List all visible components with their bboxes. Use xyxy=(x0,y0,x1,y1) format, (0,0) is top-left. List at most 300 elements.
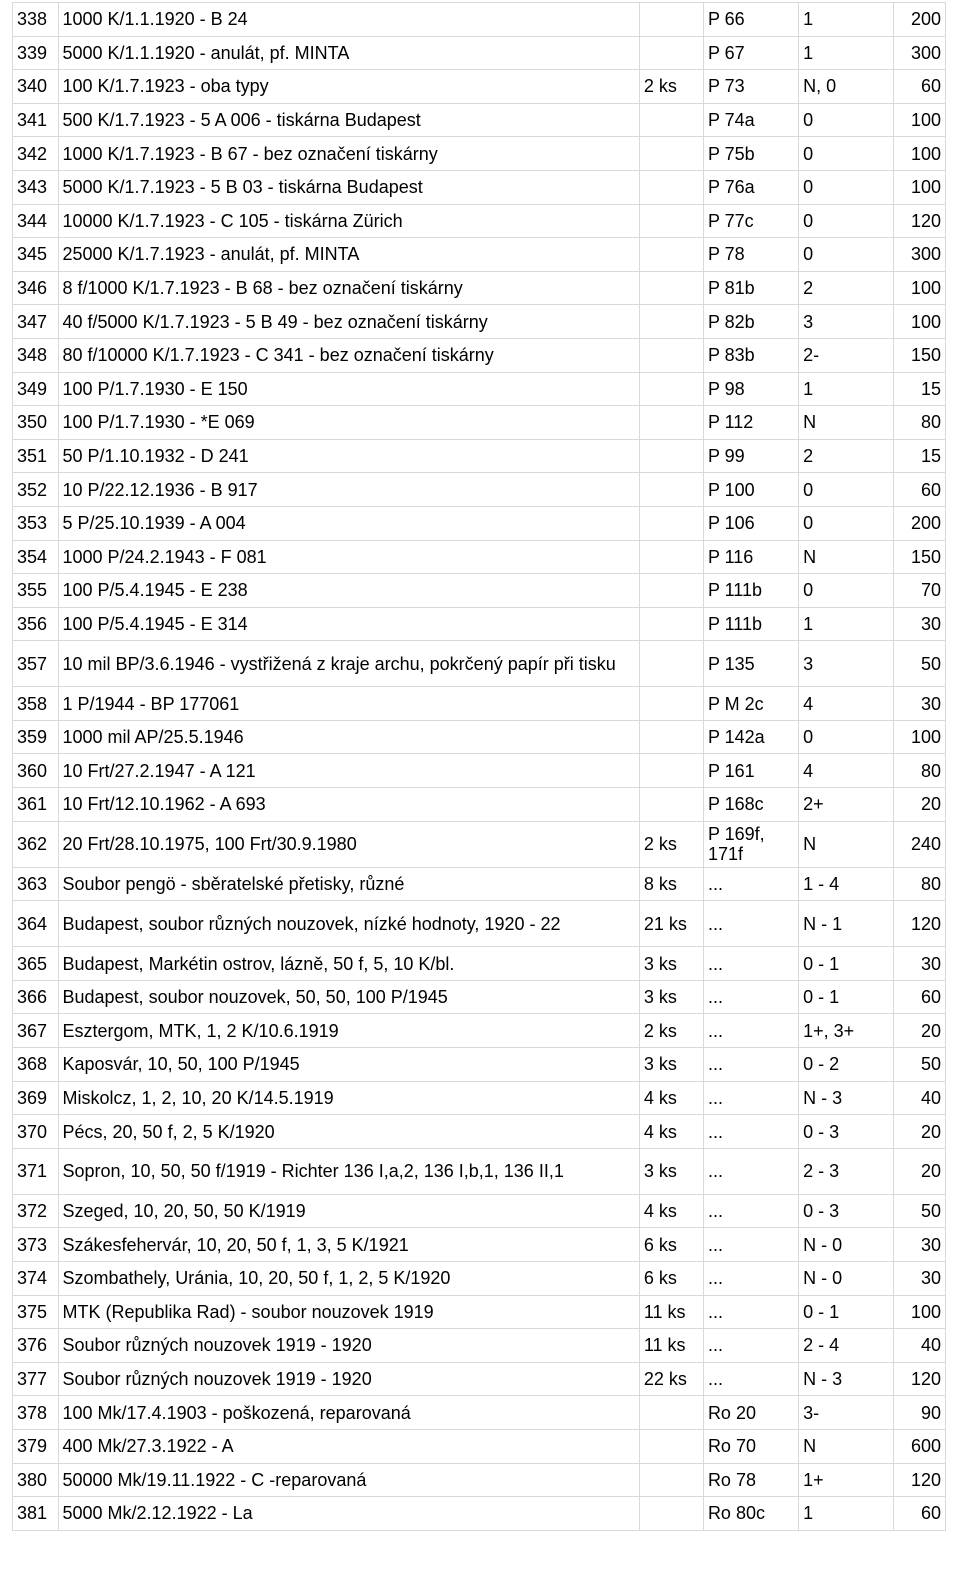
item-description: Budapest, soubor nouzovek, 50, 50, 100 P/1945 xyxy=(58,980,639,1014)
item-quantity: 21 ks xyxy=(639,901,703,947)
item-quantity xyxy=(639,754,703,788)
item-grade: 2 xyxy=(799,439,894,473)
item-grade: 0 - 3 xyxy=(799,1194,894,1228)
catalog-reference: ... xyxy=(703,1148,798,1194)
item-description: Pécs, 20, 50 f, 2, 5 K/1920 xyxy=(58,1115,639,1149)
item-price: 80 xyxy=(894,867,946,901)
item-description: 100 P/1.7.1930 - *E 069 xyxy=(58,406,639,440)
item-grade: 2 - 4 xyxy=(799,1329,894,1363)
catalog-reference: P 73 xyxy=(703,70,798,104)
item-description: Soubor pengö - sběratelské přetisky, různé xyxy=(58,867,639,901)
item-grade: 0 xyxy=(799,170,894,204)
item-price: 100 xyxy=(894,305,946,339)
catalog-reference: ... xyxy=(703,1115,798,1149)
catalog-reference: P 111b xyxy=(703,607,798,641)
item-price: 90 xyxy=(894,1396,946,1430)
item-description: 10 mil BP/3.6.1946 - vystřižená z kraje archu, pokrčený papír při tisku xyxy=(58,641,639,687)
item-description: 1000 mil AP/25.5.1946 xyxy=(58,720,639,754)
lot-number: 341 xyxy=(13,103,59,137)
table-row xyxy=(13,1497,946,1531)
item-quantity xyxy=(639,574,703,608)
item-grade: N - 3 xyxy=(799,1081,894,1115)
item-quantity: 8 ks xyxy=(639,867,703,901)
item-quantity: 2 ks xyxy=(639,1014,703,1048)
item-quantity xyxy=(639,271,703,305)
table-row xyxy=(13,1329,946,1363)
catalog-reference: P 161 xyxy=(703,754,798,788)
item-price: 240 xyxy=(894,821,946,867)
item-quantity: 3 ks xyxy=(639,1048,703,1082)
item-description: 100 K/1.7.1923 - oba typy xyxy=(58,70,639,104)
item-quantity: 11 ks xyxy=(639,1329,703,1363)
item-quantity: 22 ks xyxy=(639,1362,703,1396)
lot-number: 361 xyxy=(13,788,59,822)
lot-number: 380 xyxy=(13,1463,59,1497)
item-price: 120 xyxy=(894,204,946,238)
table-row xyxy=(13,641,946,687)
item-description: 50 P/1.10.1932 - D 241 xyxy=(58,439,639,473)
lot-number: 379 xyxy=(13,1429,59,1463)
lot-number: 344 xyxy=(13,204,59,238)
item-grade: 2 xyxy=(799,271,894,305)
item-description: Budapest, Markétin ostrov, lázně, 50 f, 5, 10 K/bl. xyxy=(58,947,639,981)
table-row xyxy=(13,439,946,473)
item-grade: 1 xyxy=(799,1497,894,1531)
item-price: 20 xyxy=(894,1115,946,1149)
table-row xyxy=(13,473,946,507)
catalog-reference: ... xyxy=(703,980,798,1014)
lot-number: 372 xyxy=(13,1194,59,1228)
item-quantity xyxy=(639,305,703,339)
item-quantity xyxy=(639,687,703,721)
table-row xyxy=(13,821,946,867)
item-description: 10 Frt/27.2.1947 - A 121 xyxy=(58,754,639,788)
table-row xyxy=(13,338,946,372)
item-price: 80 xyxy=(894,406,946,440)
table-row xyxy=(13,3,946,37)
table-row xyxy=(13,1463,946,1497)
item-description: 10 P/22.12.1936 - B 917 xyxy=(58,473,639,507)
item-grade: N xyxy=(799,1429,894,1463)
catalog-table xyxy=(12,2,946,1531)
item-description: 10000 K/1.7.1923 - C 105 - tiskárna Zürich xyxy=(58,204,639,238)
item-price: 60 xyxy=(894,70,946,104)
lot-number: 347 xyxy=(13,305,59,339)
item-grade: 1 xyxy=(799,3,894,37)
catalog-reference: ... xyxy=(703,1295,798,1329)
item-grade: 3 xyxy=(799,641,894,687)
item-quantity xyxy=(639,103,703,137)
table-row xyxy=(13,540,946,574)
item-quantity xyxy=(639,1429,703,1463)
item-grade: 3- xyxy=(799,1396,894,1430)
item-description: Miskolcz, 1, 2, 10, 20 K/14.5.1919 xyxy=(58,1081,639,1115)
table-row xyxy=(13,1362,946,1396)
table-row xyxy=(13,1048,946,1082)
item-grade: 0 - 1 xyxy=(799,980,894,1014)
catalog-reference: Ro 80c xyxy=(703,1497,798,1531)
item-grade: 2+ xyxy=(799,788,894,822)
item-description: 50000 Mk/19.11.1922 - C -reparovaná xyxy=(58,1463,639,1497)
lot-number: 353 xyxy=(13,506,59,540)
lot-number: 348 xyxy=(13,338,59,372)
item-description: 500 K/1.7.1923 - 5 A 006 - tiskárna Budapest xyxy=(58,103,639,137)
catalog-body xyxy=(13,3,946,1531)
item-grade: 0 xyxy=(799,204,894,238)
item-quantity xyxy=(639,338,703,372)
item-price: 150 xyxy=(894,540,946,574)
lot-number: 351 xyxy=(13,439,59,473)
table-row xyxy=(13,271,946,305)
item-quantity xyxy=(639,1396,703,1430)
item-quantity: 6 ks xyxy=(639,1262,703,1296)
item-quantity: 2 ks xyxy=(639,70,703,104)
item-quantity: 3 ks xyxy=(639,1148,703,1194)
item-quantity: 2 ks xyxy=(639,821,703,867)
item-price: 60 xyxy=(894,980,946,1014)
item-description: Sopron, 10, 50, 50 f/1919 - Richter 136 I,a,2, 136 I,b,1, 136 II,1 xyxy=(58,1148,639,1194)
item-price: 40 xyxy=(894,1081,946,1115)
item-price: 70 xyxy=(894,574,946,608)
catalog-reference: P M 2c xyxy=(703,687,798,721)
lot-number: 369 xyxy=(13,1081,59,1115)
lot-number: 365 xyxy=(13,947,59,981)
item-description: 8 f/1000 K/1.7.1923 - B 68 - bez označení tiskárny xyxy=(58,271,639,305)
item-grade: N - 0 xyxy=(799,1262,894,1296)
item-price: 40 xyxy=(894,1329,946,1363)
item-description: Budapest, soubor různých nouzovek, nízké hodnoty, 1920 - 22 xyxy=(58,901,639,947)
item-description: 400 Mk/27.3.1922 - A xyxy=(58,1429,639,1463)
item-price: 20 xyxy=(894,1148,946,1194)
catalog-reference: P 76a xyxy=(703,170,798,204)
item-grade: 4 xyxy=(799,687,894,721)
item-price: 30 xyxy=(894,1262,946,1296)
item-quantity: 4 ks xyxy=(639,1081,703,1115)
item-price: 100 xyxy=(894,271,946,305)
item-description: 1 P/1944 - BP 177061 xyxy=(58,687,639,721)
item-grade: 2 - 3 xyxy=(799,1148,894,1194)
item-price: 120 xyxy=(894,1362,946,1396)
lot-number: 376 xyxy=(13,1329,59,1363)
table-row xyxy=(13,1295,946,1329)
table-row xyxy=(13,137,946,171)
item-quantity xyxy=(639,36,703,70)
item-description: 20 Frt/28.10.1975, 100 Frt/30.9.1980 xyxy=(58,821,639,867)
item-grade: 1 xyxy=(799,372,894,406)
item-quantity xyxy=(639,3,703,37)
item-grade: 3 xyxy=(799,305,894,339)
catalog-reference: ... xyxy=(703,947,798,981)
item-price: 100 xyxy=(894,170,946,204)
catalog-reference: P 83b xyxy=(703,338,798,372)
item-price: 50 xyxy=(894,641,946,687)
item-quantity xyxy=(639,641,703,687)
item-grade: 1 xyxy=(799,36,894,70)
catalog-reference: P 67 xyxy=(703,36,798,70)
lot-number: 350 xyxy=(13,406,59,440)
item-grade: 0 - 2 xyxy=(799,1048,894,1082)
lot-number: 375 xyxy=(13,1295,59,1329)
item-grade: 1+, 3+ xyxy=(799,1014,894,1048)
item-grade: 4 xyxy=(799,754,894,788)
catalog-reference: P 142a xyxy=(703,720,798,754)
lot-number: 358 xyxy=(13,687,59,721)
item-price: 200 xyxy=(894,506,946,540)
item-quantity xyxy=(639,372,703,406)
item-price: 20 xyxy=(894,1014,946,1048)
item-price: 100 xyxy=(894,103,946,137)
item-grade: 1 xyxy=(799,607,894,641)
item-price: 30 xyxy=(894,947,946,981)
lot-number: 343 xyxy=(13,170,59,204)
item-price: 100 xyxy=(894,720,946,754)
item-description: 100 P/5.4.1945 - E 238 xyxy=(58,574,639,608)
item-quantity xyxy=(639,607,703,641)
lot-number: 371 xyxy=(13,1148,59,1194)
lot-number: 338 xyxy=(13,3,59,37)
item-grade: N - 3 xyxy=(799,1362,894,1396)
item-price: 100 xyxy=(894,137,946,171)
catalog-reference: P 168c xyxy=(703,788,798,822)
lot-number: 339 xyxy=(13,36,59,70)
item-quantity: 4 ks xyxy=(639,1194,703,1228)
item-price: 60 xyxy=(894,1497,946,1531)
item-quantity xyxy=(639,720,703,754)
lot-number: 374 xyxy=(13,1262,59,1296)
item-quantity: 4 ks xyxy=(639,1115,703,1149)
table-row xyxy=(13,372,946,406)
item-grade: 1+ xyxy=(799,1463,894,1497)
item-quantity xyxy=(639,473,703,507)
item-grade: 0 xyxy=(799,103,894,137)
item-description: 1000 P/24.2.1943 - F 081 xyxy=(58,540,639,574)
item-grade: N, 0 xyxy=(799,70,894,104)
item-grade: N - 0 xyxy=(799,1228,894,1262)
item-description: 100 P/5.4.1945 - E 314 xyxy=(58,607,639,641)
table-row xyxy=(13,1194,946,1228)
item-grade: 0 - 1 xyxy=(799,1295,894,1329)
catalog-reference: ... xyxy=(703,1194,798,1228)
lot-number: 342 xyxy=(13,137,59,171)
lot-number: 346 xyxy=(13,271,59,305)
item-price: 30 xyxy=(894,687,946,721)
item-description: 25000 K/1.7.1923 - anulát, pf. MINTA xyxy=(58,238,639,272)
lot-number: 378 xyxy=(13,1396,59,1430)
item-description: Soubor různých nouzovek 1919 - 1920 xyxy=(58,1362,639,1396)
item-price: 80 xyxy=(894,754,946,788)
item-description: Soubor různých nouzovek 1919 - 1920 xyxy=(58,1329,639,1363)
item-price: 30 xyxy=(894,607,946,641)
table-row xyxy=(13,1429,946,1463)
table-row xyxy=(13,36,946,70)
item-price: 120 xyxy=(894,901,946,947)
lot-number: 360 xyxy=(13,754,59,788)
item-price: 60 xyxy=(894,473,946,507)
item-description: MTK (Republika Rad) - soubor nouzovek 1919 xyxy=(58,1295,639,1329)
item-price: 15 xyxy=(894,372,946,406)
catalog-reference: P 78 xyxy=(703,238,798,272)
table-row xyxy=(13,867,946,901)
table-row xyxy=(13,238,946,272)
catalog-reference: P 81b xyxy=(703,271,798,305)
item-price: 15 xyxy=(894,439,946,473)
item-price: 150 xyxy=(894,338,946,372)
table-row xyxy=(13,1014,946,1048)
item-description: 1000 K/1.1.1920 - B 24 xyxy=(58,3,639,37)
item-description: Szákesfehervár, 10, 20, 50 f, 1, 3, 5 K/1921 xyxy=(58,1228,639,1262)
item-grade: 0 xyxy=(799,137,894,171)
lot-number: 355 xyxy=(13,574,59,608)
lot-number: 368 xyxy=(13,1048,59,1082)
item-price: 30 xyxy=(894,1228,946,1262)
item-description: 80 f/10000 K/1.7.1923 - C 341 - bez označení tiskárny xyxy=(58,338,639,372)
lot-number: 359 xyxy=(13,720,59,754)
item-price: 20 xyxy=(894,788,946,822)
table-row xyxy=(13,754,946,788)
item-quantity xyxy=(639,170,703,204)
item-price: 50 xyxy=(894,1194,946,1228)
table-row xyxy=(13,901,946,947)
item-description: 10 Frt/12.10.1962 - A 693 xyxy=(58,788,639,822)
table-row xyxy=(13,204,946,238)
catalog-reference: ... xyxy=(703,1048,798,1082)
item-grade: 0 xyxy=(799,574,894,608)
item-description: 5000 K/1.7.1923 - 5 B 03 - tiskárna Budapest xyxy=(58,170,639,204)
item-quantity xyxy=(639,137,703,171)
catalog-reference: ... xyxy=(703,1228,798,1262)
table-row xyxy=(13,788,946,822)
table-row xyxy=(13,305,946,339)
table-row xyxy=(13,103,946,137)
item-grade: 0 xyxy=(799,238,894,272)
item-description: 5 P/25.10.1939 - A 004 xyxy=(58,506,639,540)
item-grade: N xyxy=(799,540,894,574)
catalog-reference: ... xyxy=(703,901,798,947)
item-price: 300 xyxy=(894,238,946,272)
item-price: 50 xyxy=(894,1048,946,1082)
item-quantity: 3 ks xyxy=(639,980,703,1014)
table-row xyxy=(13,687,946,721)
catalog-reference: P 77c xyxy=(703,204,798,238)
item-quantity xyxy=(639,1463,703,1497)
table-row xyxy=(13,170,946,204)
lot-number: 364 xyxy=(13,901,59,947)
item-description: 1000 K/1.7.1923 - B 67 - bez označení tiskárny xyxy=(58,137,639,171)
item-description: 100 P/1.7.1930 - E 150 xyxy=(58,372,639,406)
lot-number: 367 xyxy=(13,1014,59,1048)
item-description: Kaposvár, 10, 50, 100 P/1945 xyxy=(58,1048,639,1082)
lot-number: 354 xyxy=(13,540,59,574)
lot-number: 362 xyxy=(13,821,59,867)
item-description: 100 Mk/17.4.1903 - poškozená, reparovaná xyxy=(58,1396,639,1430)
item-grade: N xyxy=(799,406,894,440)
lot-number: 370 xyxy=(13,1115,59,1149)
item-description: 40 f/5000 K/1.7.1923 - 5 B 49 - bez označení tiskárny xyxy=(58,305,639,339)
item-grade: 1 - 4 xyxy=(799,867,894,901)
item-quantity: 11 ks xyxy=(639,1295,703,1329)
item-quantity xyxy=(639,204,703,238)
catalog-reference: P 66 xyxy=(703,3,798,37)
item-description: 5000 K/1.1.1920 - anulát, pf. MINTA xyxy=(58,36,639,70)
item-grade: 0 - 3 xyxy=(799,1115,894,1149)
item-description: Szeged, 10, 20, 50, 50 K/1919 xyxy=(58,1194,639,1228)
lot-number: 363 xyxy=(13,867,59,901)
catalog-reference: ... xyxy=(703,867,798,901)
item-price: 200 xyxy=(894,3,946,37)
lot-number: 373 xyxy=(13,1228,59,1262)
lot-number: 349 xyxy=(13,372,59,406)
item-grade: N xyxy=(799,821,894,867)
catalog-reference: P 82b xyxy=(703,305,798,339)
item-price: 100 xyxy=(894,1295,946,1329)
item-grade: 0 xyxy=(799,506,894,540)
item-quantity xyxy=(639,406,703,440)
table-row xyxy=(13,1396,946,1430)
catalog-reference: P 112 xyxy=(703,406,798,440)
catalog-reference: P 100 xyxy=(703,473,798,507)
lot-number: 345 xyxy=(13,238,59,272)
table-row xyxy=(13,406,946,440)
catalog-reference: ... xyxy=(703,1329,798,1363)
lot-number: 366 xyxy=(13,980,59,1014)
catalog-reference: Ro 78 xyxy=(703,1463,798,1497)
lot-number: 377 xyxy=(13,1362,59,1396)
catalog-reference: P 98 xyxy=(703,372,798,406)
item-quantity: 3 ks xyxy=(639,947,703,981)
item-description: Esztergom, MTK, 1, 2 K/10.6.1919 xyxy=(58,1014,639,1048)
item-price: 300 xyxy=(894,36,946,70)
catalog-reference: P 111b xyxy=(703,574,798,608)
catalog-reference: ... xyxy=(703,1362,798,1396)
lot-number: 356 xyxy=(13,607,59,641)
item-quantity xyxy=(639,506,703,540)
item-quantity xyxy=(639,788,703,822)
catalog-reference: P 116 xyxy=(703,540,798,574)
catalog-reference: ... xyxy=(703,1081,798,1115)
table-row xyxy=(13,1081,946,1115)
lot-number: 352 xyxy=(13,473,59,507)
catalog-reference: P 75b xyxy=(703,137,798,171)
table-row xyxy=(13,1115,946,1149)
item-price: 120 xyxy=(894,1463,946,1497)
catalog-reference: P 135 xyxy=(703,641,798,687)
table-row xyxy=(13,506,946,540)
table-row xyxy=(13,1148,946,1194)
table-row xyxy=(13,607,946,641)
table-row xyxy=(13,947,946,981)
item-description: Szombathely, Uránia, 10, 20, 50 f, 1, 2, 5 K/1920 xyxy=(58,1262,639,1296)
lot-number: 340 xyxy=(13,70,59,104)
table-row xyxy=(13,70,946,104)
lot-number: 381 xyxy=(13,1497,59,1531)
item-grade: N - 1 xyxy=(799,901,894,947)
table-row xyxy=(13,1228,946,1262)
table-row xyxy=(13,1262,946,1296)
item-grade: 2- xyxy=(799,338,894,372)
catalog-reference: Ro 20 xyxy=(703,1396,798,1430)
catalog-reference: Ro 70 xyxy=(703,1429,798,1463)
catalog-reference: ... xyxy=(703,1262,798,1296)
item-grade: 0 xyxy=(799,720,894,754)
item-quantity: 6 ks xyxy=(639,1228,703,1262)
lot-number: 357 xyxy=(13,641,59,687)
item-description: 5000 Mk/2.12.1922 - La xyxy=(58,1497,639,1531)
item-price: 600 xyxy=(894,1429,946,1463)
item-quantity xyxy=(639,238,703,272)
catalog-reference: P 169f, 171f xyxy=(703,821,798,867)
item-quantity xyxy=(639,1497,703,1531)
catalog-reference: P 74a xyxy=(703,103,798,137)
